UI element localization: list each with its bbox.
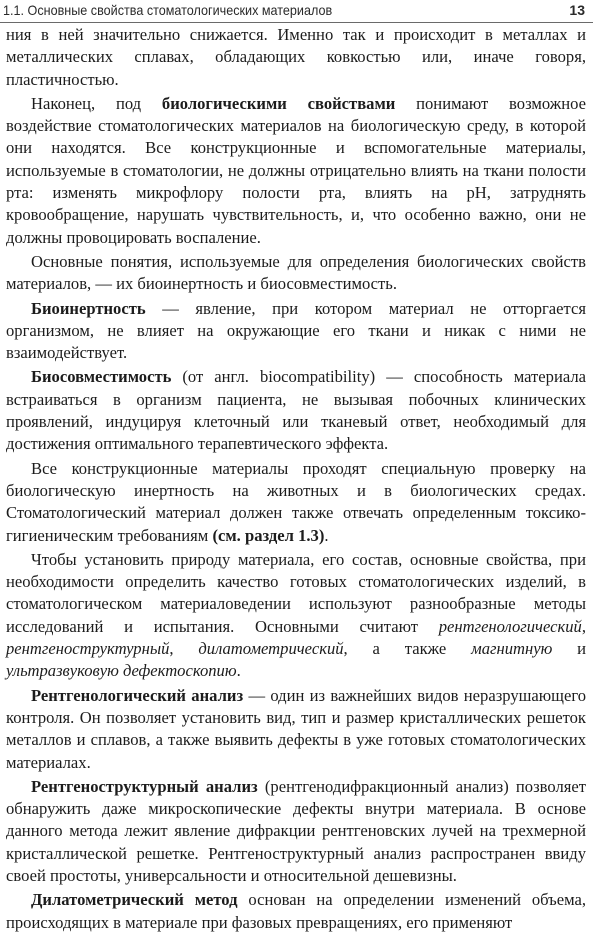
text-run: Все конструкционные материалы проходят специальную проверку на биологическую инертность на животных и в биологических средах. Стоматологический материал должен также отвечать определенным токсико-гигиеническим требованиям [6, 458, 586, 545]
text-run: , а также [343, 639, 472, 659]
italic-term: магнитную [471, 639, 553, 659]
text-run: Основные понятия, используемые для определения биологических свойств материалов, — их биоинертность и биосовместимость. [6, 251, 586, 294]
bold-term: Биоинертность [31, 298, 146, 318]
text-run: и [552, 639, 587, 659]
paragraph [6, 298, 586, 365]
paragraph [6, 685, 586, 774]
text-run: — один из важнейших видов неразрушающего контроля. Он позволяет установить вид, тип и размер кристаллических решеток металлов и сплавов, а также выявить дефекты в уже готовых стоматологических материалах. [6, 685, 587, 772]
text-run: (от англ. biocompatibility) — способность материала встраиваться в организм пациента, не вызывая побочных клинических проявлений, индуцируя клеточный или тканевый ответ, необходимый для достижения оптимального терапевтического эффекта. [6, 367, 586, 454]
text-run: — явление, при котором материал не отторгается организмом, не влияет на окружающие его ткани и никак с ними не взаимодействует. [6, 298, 586, 363]
paragraph [6, 549, 586, 683]
bold-term: Рентгеноструктурный анализ [31, 776, 258, 796]
italic-term: рентгенологический [438, 616, 582, 636]
paragraph [6, 776, 586, 887]
text-run: (рентгенодифракционный анализ) позволяет обнаружить даже микроскопические дефекты внутри материала. В основе данного метода лежит явление дифракции рентгеновских лучей на трехмерной кристаллической решетке. Рентгеноструктурный анализ распространен ввиду своей простоты, универсальности и относительной дешевизны. [6, 776, 586, 885]
italic-term: ультразвуковую дефектоскопию [6, 661, 237, 681]
paragraph [6, 458, 586, 547]
bold-term: биологическими свойствами [161, 93, 396, 113]
body-text [6, 24, 586, 934]
paragraph [6, 93, 586, 249]
bold-term: Дилатометрический метод [31, 890, 238, 910]
text-run: . [236, 661, 241, 681]
page-number: 13 [569, 2, 585, 18]
text-run: , [581, 616, 586, 636]
paragraph [6, 24, 586, 91]
paragraph [6, 366, 586, 455]
bold-term: Биосовместимость [31, 367, 172, 387]
section-title: 1.1. Основные свойства стоматологических материалов [3, 2, 333, 18]
bold-term: Рентгенологический анализ [31, 685, 244, 705]
italic-term: дилатометрический [198, 639, 344, 659]
text-run: основан на определении изменений объема, происходящих в материале при фазовых превращениях, его применяют [6, 890, 586, 932]
running-header [0, 0, 593, 22]
text-run: понимают возможное воздействие стоматологических материалов на биологическую среду, в которой они находятся. Все конструкционные и вспомогательные материалы, используемые в стоматологии, не должны отрицательно влиять на ткани полости рта: изменять микрофлору полости рта, влиять на рН, затруднять кровообращение, нарушать чувствительность, и, что особенно важно, они не должны провоцировать воспаление. [6, 93, 586, 247]
text-run: Чтобы установить природу материала, его состав, основные свойства, при необходимости определить качество готовых стоматологических изделий, в стоматологическом материаловедении используют разнообразные методы исследований и испытания. Основными считают [6, 549, 586, 636]
header-rule [0, 22, 593, 23]
italic-term: рентгеноструктурный [6, 639, 170, 659]
bold-term: (см. раздел 1.3) [212, 525, 325, 545]
text-run: . [324, 525, 329, 545]
paragraph [6, 889, 586, 934]
text-run: Наконец, под [31, 93, 162, 113]
paragraph [6, 251, 586, 296]
text-run: , [169, 639, 199, 659]
text-run: ния в ней значительно снижается. Именно так и происходит в металлах и металлических сплавах, обладающих ковкостью или, иначе говоря, пластичностью. [6, 25, 586, 89]
